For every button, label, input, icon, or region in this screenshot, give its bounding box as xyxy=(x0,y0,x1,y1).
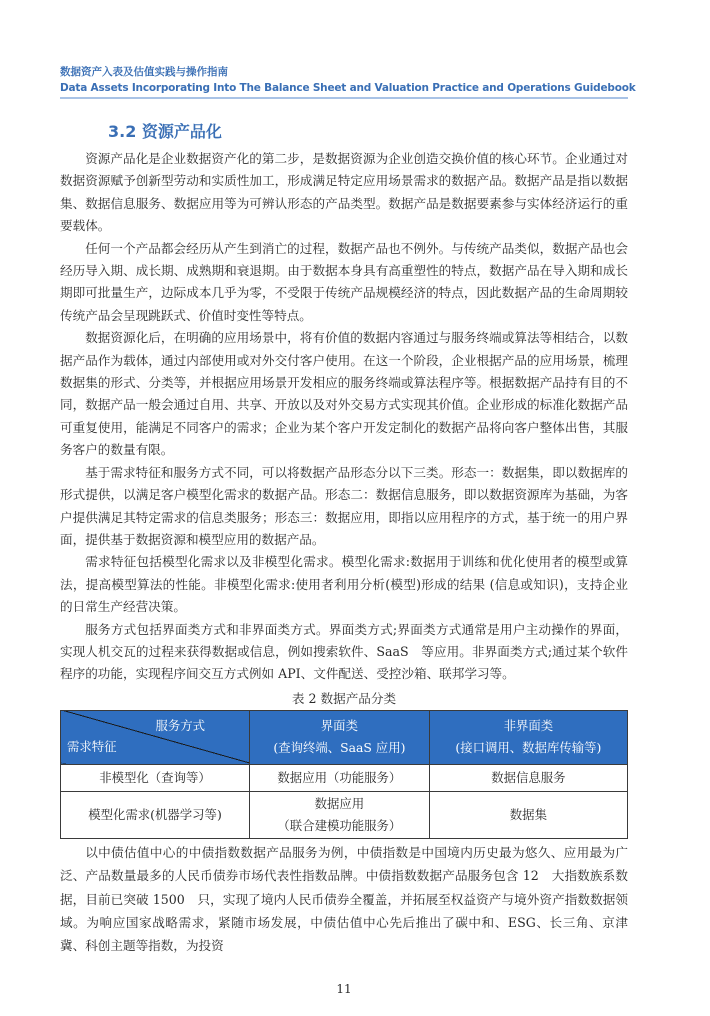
table-caption: 表 2 数据产品分类 xyxy=(291,690,397,706)
cell-line: 数据应用 xyxy=(314,795,365,811)
running-header-en: Data Assets Incorporating Into The Balance Sheet and Valuation Practice and Operations Guidebook xyxy=(60,82,636,94)
paragraph: 任何一个产品都会经历从产生到消亡的过程，数据产品也不例外。与传统产品类似，数据产品也会经历导入期、成长期、成熟期和衰退期。由于数据本身具有高重塑性的特点，数据产品在导入期和成长期即可批量生产，边际成本几乎为零，不受限于传统产品规模经济的特点，因此数据产品的生命周期较传统产品会呈现跳跃式、价值时变性等特点。 xyxy=(60,240,628,323)
column-header-interface xyxy=(250,710,430,764)
column-subtitle: (查询终端、SaaS 应用) xyxy=(273,740,406,756)
paragraph: 以中债估值中心的中债指数数据产品服务为例，中债指数是中国境内历史最为悠久、应用最为广泛、产品数量最多的人民币债券市场代表性指数品牌。中债指数数据产品服务包含 12 大指数族系数据，目前已突破 1500 只，实现了境内人民币债券全覆盖，并拓展至权益资产与境外资产指数数据领域。为响应国家战略需求，紧随市场发展，中债估值中心先后推出了碳中和、ESG、长三角、京津冀、科创主题等指数，为投资 xyxy=(60,844,628,954)
product-classification-table xyxy=(60,710,628,839)
row-label: 模型化需求(机器学习等) xyxy=(61,791,250,838)
page-number: 11 xyxy=(336,981,352,996)
column-title: 非界面类 xyxy=(503,718,554,734)
column-subtitle: (接口调用、数据库传输等) xyxy=(455,740,602,756)
table-cell xyxy=(250,791,430,838)
table-header-row xyxy=(61,710,628,764)
body-text xyxy=(60,148,628,686)
corner-bottom-label: 需求特征 xyxy=(67,738,117,754)
page-content xyxy=(60,122,628,1016)
header-divider xyxy=(60,97,628,99)
table-cell: 数据信息服务 xyxy=(429,764,627,791)
table-row xyxy=(61,791,628,838)
body-text-continued xyxy=(60,841,628,958)
paragraph: 服务方式包括界面类方式和非界面类方式。界面类方式;界面类方式通常是用户主动操作的界面，实现人机交瓦的过程来获得数据或信息，例如搜索软件、SaaS 等应用。非界面类方式;通过某个软件程序的功能，实现程序间交互方式例如 API、文件配送、受控沙箱、联邦学习等。 xyxy=(60,621,628,682)
running-header-cn: 数据资产入表及估值实践与操作指南 xyxy=(60,66,228,78)
corner-header-cell xyxy=(61,710,250,764)
table-cell: 数据应用（功能服务） xyxy=(250,764,430,791)
section-heading: 3.2 资源产品化 xyxy=(108,122,222,141)
column-title: 界面类 xyxy=(320,718,358,734)
paragraph: 数据资源化后，在明确的应用场景中，将有价值的数据内容通过与服务终端或算法等相结合，以数据产品作为载体，通过内部使用或对外交付客户使用。在这一个阶段，企业根据产品的应用场景，梳理数据集的形式、分类等，并根据应用场景开发相应的服务终端或算法程序等。根据数据产品持有目的不同，数据产品一般会通过自用、共享、开放以及对外交易方式实现其价值。企业形成的标准化数据产品可重复使用，能满足不同客户的需求；企业为某个客户开发定制化的数据产品将向客户整体出售，其服务客户的数量有限。 xyxy=(60,330,628,458)
table-cell: 数据集 xyxy=(429,791,627,838)
row-label: 非模型化（查询等） xyxy=(61,764,250,791)
column-header-non-interface xyxy=(429,710,627,764)
paragraph: 需求特征包括模型化需求以及非模型化需求。模型化需求:数据用于训练和优化使用者的模型或算法，提高模型算法的性能。非模型化需求:使用者利用分析(模型)形成的结果 (信息或知识)，支持企业的日常生产经营决策。 xyxy=(60,554,628,615)
corner-top-label: 服务方式 xyxy=(155,717,205,733)
table-row xyxy=(61,764,628,791)
cell-line: （联合建模功能服务） xyxy=(277,817,402,833)
paragraph: 资源产品化是企业数据资产化的第二步，是数据资源为企业创造交换价值的核心环节。企业通过对数据资源赋予创新型劳动和实质性加工，形成满足特定应用场景需求的数据产品。数据产品是指以数据集、数据信息服务、数据应用等为可辨认形态的产品类型。数据产品是数据要素参与实体经济运行的重要载体。 xyxy=(60,151,628,234)
paragraph: 基于需求特征和服务方式不同，可以将数据产品形态分以下三类。形态一：数据集，即以数据库的形式提供，以满足客户模型化需求的数据产品。形态二：数据信息服务，即以数据资源库为基础，为客户提供满足其特定需求的信息类服务；形态三：数据应用，即指以应用程序的方式，基于统一的用户界面，提供基于数据资源和模型应用的数据产品。 xyxy=(60,464,628,547)
